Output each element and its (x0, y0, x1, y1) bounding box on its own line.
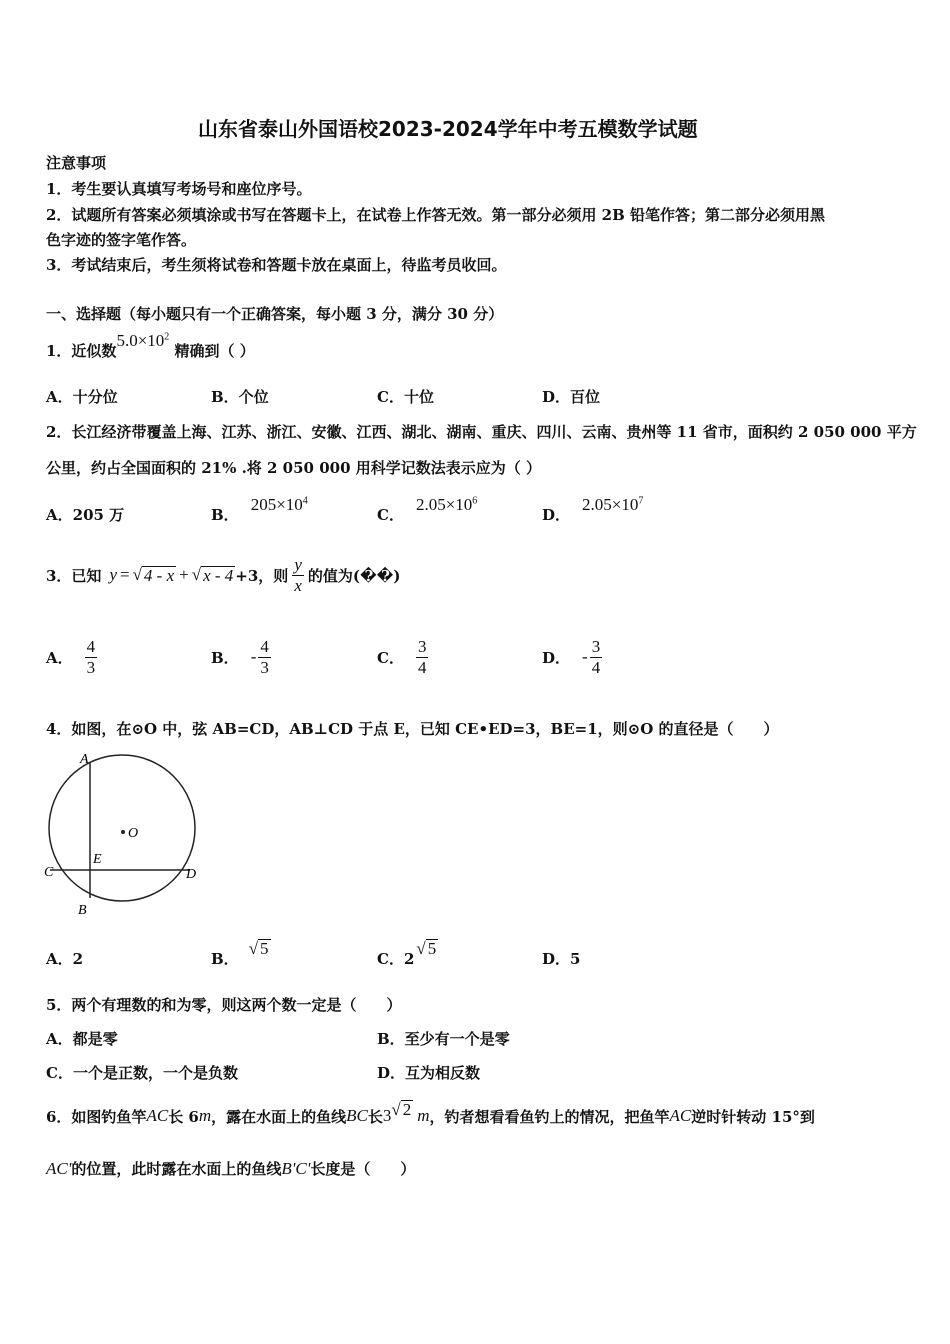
q5-option-b: B．至少有一个是零 (377, 1030, 510, 1048)
label-c: C (44, 865, 54, 880)
question-5: 5．两个有理数的和为零，则这两个数一定是（ ） (46, 996, 402, 1014)
q4-option-a: A．2 (46, 950, 84, 968)
q3-option-a: A． $\frac{4}{3}$ (46, 636, 96, 677)
question-2-line2: 公里，约占全国面积的 21% .将 2 050 000 用科学记数法表示应为（ ） (46, 459, 541, 477)
page-title: 山东省泰山外国语校2023-2024学年中考五模数学试题 (198, 117, 698, 141)
notice-item: 色字迹的签字笔作答。 (46, 231, 197, 249)
q1-option-c: C．十位 (377, 388, 434, 406)
question-4: 4．如图，在⊙O 中，弦 AB=CD，AB⊥CD 于点 E，已知 CE•ED=3，BE=1，则⊙O 的直径是（ ） (46, 720, 779, 738)
q5-option-d: D．互为相反数 (377, 1064, 481, 1082)
q2-option-d: D．$2.05\times 10^7$ (542, 495, 644, 524)
q4-option-c: C．2√ 5 (377, 939, 437, 968)
q1-math: $5.0\times 10^2$ (116, 331, 170, 350)
notice-item: 1．考生要认真填写考场号和座位序号。 (46, 180, 312, 198)
notice-item: 2．试题所有答案必须填涂或书写在答题卡上，在试卷上作答无效。第一部分必须用 2B 铅笔作答；第二部分必须用黑 (46, 206, 826, 224)
q1-prefix: 1．近似数 (46, 342, 117, 360)
question-2-line1: 2．长江经济带覆盖上海、江苏、浙江、安徽、江西、湖北、湖南、重庆、四川、云南、贵州等 11 省市，面积约 2 050 000 平方 (46, 423, 917, 441)
q5-option-a: A．都是零 (46, 1030, 118, 1048)
label-e: E (93, 852, 102, 867)
section-heading: 一、选择题（每小题只有一个正确答案，每小题 3 分，满分 30 分） (46, 305, 504, 323)
circle-figure (40, 748, 210, 923)
q2-option-b: B．$205\times 10^4$ (211, 495, 308, 524)
label-a: A (80, 752, 89, 767)
q1-option-a: A．十分位 (46, 388, 118, 406)
question-3: 3．已知 y = √ 4 - x + √ x - 4 +3，则 $\frac{y}{x}$ 的值为(��) (46, 554, 401, 595)
question-1 (46, 331, 255, 361)
center-point (121, 830, 125, 834)
question-6-line1: 6．如图钓鱼竿 AC 长 6 m ，露在水面上的鱼线 BC 长 3 √ 2 m ，钓者想看看鱼钓上的情况，把鱼竿 AC 逆时针转动 15°到 (46, 1100, 815, 1126)
q2-option-a: A．205 万 (46, 506, 125, 524)
q3-option-c: C． $\frac{3}{4}$ (377, 636, 427, 677)
q4-option-d: D．5 (542, 950, 581, 968)
q5-option-c: C．一个是正数，一个是负数 (46, 1064, 238, 1082)
label-b: B (78, 903, 87, 918)
q2-option-c: C．$2.05\times 10^6$ (377, 495, 478, 524)
label-d: D (186, 867, 197, 882)
q1-suffix: 精确到（ ） (174, 342, 255, 360)
q3-option-d: D． - $\frac{3}{4}$ (542, 636, 601, 677)
circle-o (49, 755, 195, 901)
q3-option-b: B． - $\frac{4}{3}$ (211, 636, 269, 677)
q1-option-d: D．百位 (542, 388, 601, 406)
q1-option-b: B．个位 (211, 388, 269, 406)
question-6-line2: AC'的位置，此时露在水面上的鱼线B'C'长度是（ ） (46, 1159, 416, 1178)
notice-heading: 注意事项 (46, 154, 107, 172)
notice-item: 3．考试结束后，考生须将试卷和答题卡放在桌面上，待监考员收回。 (46, 256, 507, 274)
label-o: O (128, 826, 139, 841)
q4-option-b: B．√ 5 (211, 939, 269, 968)
